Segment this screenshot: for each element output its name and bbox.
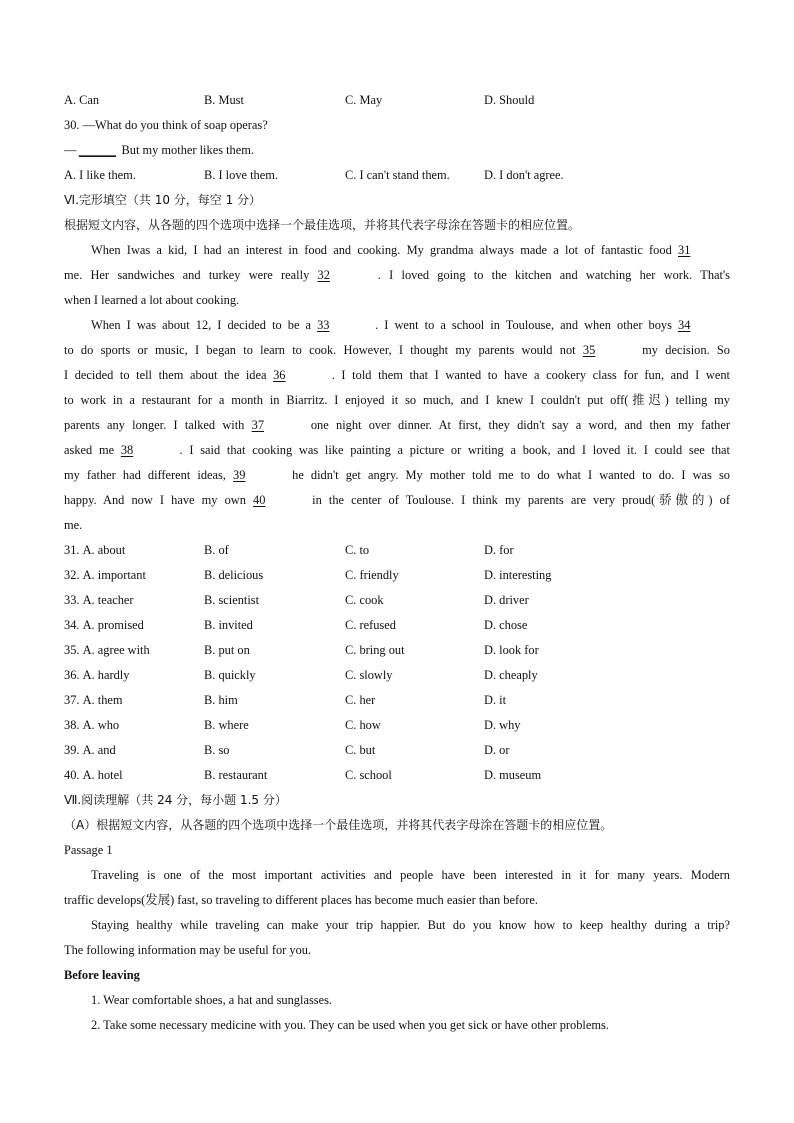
question-number: 39. (64, 743, 80, 757)
cloze-text: when I learned a lot about cooking. (64, 293, 240, 307)
option-text: A. hotel (82, 768, 123, 782)
reading-line: traffic develops(发展) fast, so traveling to different places has become much easier than before. (64, 893, 538, 907)
option-text: C. refused (345, 618, 396, 632)
option-text: A. agree with (82, 643, 150, 657)
q29-option-d: D. Should (484, 93, 535, 107)
cloze-text: to work in a restaurant for a month in Biarritz. I enjoyed it so much, and I knew I couldn't put off(推迟) telling my (64, 393, 730, 407)
cloze-line (64, 338, 730, 363)
cloze-option (345, 588, 484, 613)
cloze-option (484, 663, 604, 688)
cloze-option (345, 638, 484, 663)
cloze-passage (64, 238, 730, 538)
option-text: C. cook (345, 593, 384, 607)
q30-option-a: A. I like them. (64, 168, 136, 182)
cloze-option (345, 613, 484, 638)
reading-line: Staying healthy while traveling can make your trip happier. But do you know how to keep healthy during a trip? (91, 918, 730, 932)
reading-passage (64, 863, 730, 963)
option-text: D. it (484, 693, 507, 707)
option-text: B. put on (204, 643, 250, 657)
cloze-option (204, 663, 345, 688)
question-number: 31. (64, 543, 80, 557)
cloze-text: me. (64, 518, 83, 532)
cloze-option (64, 713, 204, 738)
section7-instruction: （A）根据短文内容，从各题的四个选项中选择一个最佳选项，并将其代表字母涂在答题卡的相应位置。 (64, 818, 613, 832)
cloze-blank: 32 (317, 268, 330, 282)
cloze-option (484, 688, 604, 713)
option-text: B. invited (204, 618, 253, 632)
cloze-option (345, 538, 484, 563)
cloze-blank: 35 (582, 343, 596, 357)
cloze-blank: 34 (678, 318, 691, 332)
cloze-line (64, 313, 730, 338)
cloze-line (64, 488, 730, 513)
cloze-option (64, 663, 204, 688)
option-text: B. of (204, 543, 229, 557)
option-text: B. delicious (204, 568, 264, 582)
cloze-blank: 40 (253, 493, 266, 507)
cloze-line (64, 463, 730, 488)
cloze-text: . I said that cooking was like painting a picture or writing a book, and I loved it. I could see that (172, 443, 730, 457)
cloze-option (64, 538, 204, 563)
cloze-option (484, 613, 604, 638)
cloze-blank: 36 (273, 368, 286, 382)
section7-heading: Ⅶ.阅读理解（共 24 分，每小题 1.5 分） (64, 793, 287, 807)
q30-answer-suffix: But my mother likes them. (118, 143, 254, 157)
cloze-text: When Iwas a kid, I had an interest in food and cooking. My grandma always made a lot of fantastic food (91, 243, 678, 257)
option-text: C. how (345, 718, 381, 732)
cloze-option (64, 688, 204, 713)
cloze-text: my decision. So (634, 343, 730, 357)
cloze-option (345, 713, 484, 738)
cloze-line (64, 263, 730, 288)
before-leaving-heading: Before leaving (64, 968, 140, 982)
passage-title: Passage 1 (64, 843, 113, 857)
cloze-text: . I told them that I wanted to have a cookery class for fun, and I went (325, 368, 730, 382)
cloze-option (204, 588, 345, 613)
question-number: 37. (64, 693, 80, 707)
cloze-question-row (64, 738, 730, 763)
cloze-option (204, 563, 345, 588)
q29-options (64, 88, 730, 113)
cloze-option (204, 613, 345, 638)
option-text: C. her (345, 693, 376, 707)
cloze-question-row (64, 688, 730, 713)
option-text: A. about (82, 543, 126, 557)
cloze-option (64, 763, 204, 788)
option-text: C. slowly (345, 668, 393, 682)
cloze-question-row (64, 663, 730, 688)
cloze-line (64, 513, 730, 538)
cloze-option (484, 738, 604, 763)
cloze-question-row (64, 588, 730, 613)
cloze-option (204, 538, 345, 563)
q29-option-b: B. Must (204, 93, 244, 107)
q30-answer-line (64, 138, 730, 163)
cloze-option (64, 588, 204, 613)
option-text: D. or (484, 743, 510, 757)
exam-page (64, 88, 730, 1038)
cloze-line (64, 388, 730, 413)
cloze-line (64, 288, 730, 313)
option-text: D. museum (484, 768, 542, 782)
cloze-question-row (64, 538, 730, 563)
q30-option-c: C. I can't stand them. (345, 168, 450, 182)
cloze-line (64, 238, 730, 263)
question-number: 36. (64, 668, 80, 682)
option-text: B. him (204, 693, 238, 707)
cloze-option (204, 763, 345, 788)
option-text: C. bring out (345, 643, 405, 657)
option-text: D. driver (484, 593, 529, 607)
question-number: 38. (64, 718, 80, 732)
cloze-option (204, 713, 345, 738)
cloze-text: he didn't get angry. My mother told me to do what I wanted to do. I was so (285, 468, 730, 482)
reading-line: Traveling is one of the most important activities and people have been interested in it for many years. Modern (91, 868, 730, 882)
cloze-text: one night over dinner. At first, they didn't say a word, and then my father (303, 418, 731, 432)
cloze-option (64, 613, 204, 638)
cloze-text: . I loved going to the kitchen and watching her work. That's (369, 268, 731, 282)
cloze-blank: 38 (120, 443, 134, 457)
cloze-text: me. Her sandwiches and turkey were really (64, 268, 318, 282)
reading-line: The following information may be useful for you. (64, 943, 312, 957)
cloze-option (345, 763, 484, 788)
question-number: 40. (64, 768, 80, 782)
cloze-option (204, 738, 345, 763)
cloze-option (484, 588, 604, 613)
cloze-option (204, 638, 345, 663)
option-text: A. who (82, 718, 120, 732)
cloze-option (345, 663, 484, 688)
q30-answer-prefix: — (64, 143, 77, 157)
option-text: A. promised (82, 618, 144, 632)
option-text: B. scientist (204, 593, 260, 607)
cloze-option (484, 563, 604, 588)
option-text: C. friendly (345, 568, 399, 582)
option-text: D. why (484, 718, 521, 732)
cloze-option (345, 738, 484, 763)
cloze-option (345, 563, 484, 588)
section6-instruction: 根据短文内容，从各题的四个选项中选择一个最佳选项，并将其代表字母涂在答题卡的相应位置。 (64, 218, 581, 232)
question-number: 32. (64, 568, 80, 582)
cloze-blank: 31 (678, 243, 691, 257)
option-text: D. interesting (484, 568, 552, 582)
cloze-questions (64, 538, 730, 788)
option-text: D. cheaply (484, 668, 538, 682)
q29-option-a: A. Can (64, 93, 100, 107)
cloze-option (484, 713, 604, 738)
option-text: C. to (345, 543, 370, 557)
q29-option-c: C. May (345, 93, 383, 107)
cloze-option (204, 688, 345, 713)
cloze-question-row (64, 763, 730, 788)
q30-question: 30. —What do you think of soap operas? (64, 118, 268, 132)
cloze-question-row (64, 613, 730, 638)
section6-heading: Ⅵ.完形填空（共 10 分，每空 1 分） (64, 193, 262, 207)
cloze-line (64, 438, 730, 463)
cloze-text: asked me (64, 443, 121, 457)
cloze-option (484, 638, 604, 663)
question-number: 33. (64, 593, 80, 607)
cloze-line (64, 413, 730, 438)
cloze-option (484, 538, 604, 563)
cloze-blank: 33 (317, 318, 330, 332)
option-text: D. for (484, 543, 514, 557)
cloze-line (64, 363, 730, 388)
cloze-option (345, 688, 484, 713)
option-text: A. and (82, 743, 116, 757)
option-text: D. look for (484, 643, 539, 657)
question-number: 34. (64, 618, 80, 632)
option-text: C. but (345, 743, 376, 757)
cloze-option (64, 738, 204, 763)
cloze-blank: 37 (251, 418, 265, 432)
option-text: A. hardly (82, 668, 130, 682)
cloze-text: I decided to tell them about the idea (64, 368, 274, 382)
tip-item-2: 2. Take some necessary medicine with you. They can be used when you get sick or have other problems. (91, 1018, 609, 1032)
cloze-question-row (64, 713, 730, 738)
cloze-question-row (64, 638, 730, 663)
cloze-blank: 39 (233, 468, 246, 482)
option-text: B. quickly (204, 668, 256, 682)
cloze-question-row (64, 563, 730, 588)
cloze-text: . I went to a school in Toulouse, and when other boys (369, 318, 678, 332)
cloze-text: happy. And now I have my own (64, 493, 254, 507)
option-text: B. restaurant (204, 768, 268, 782)
cloze-text: in the center of Toulouse. I think my parents are very proud(骄傲的) of (305, 493, 730, 507)
option-text: A. important (82, 568, 146, 582)
q30-options (64, 163, 730, 188)
option-text: B. where (204, 718, 249, 732)
option-text: A. teacher (82, 593, 134, 607)
q30-option-d: D. I don't agree. (484, 168, 564, 182)
cloze-text: my father had different ideas, (64, 468, 234, 482)
q30-option-b: B. I love them. (204, 168, 278, 182)
cloze-text: to do sports or music, I began to learn to cook. However, I thought my parents would not (64, 343, 583, 357)
option-text: B. so (204, 743, 230, 757)
option-text: A. them (82, 693, 123, 707)
question-number: 35. (64, 643, 80, 657)
cloze-option (64, 563, 204, 588)
cloze-option (484, 763, 604, 788)
cloze-text: When I was about 12, I decided to be a (91, 318, 318, 332)
option-text: C. school (345, 768, 392, 782)
cloze-option (64, 638, 204, 663)
cloze-text: parents any longer. I talked with (64, 418, 252, 432)
tip-item-1: 1. Wear comfortable shoes, a hat and sunglasses. (91, 993, 333, 1007)
q30-answer-blank: ______ (78, 143, 116, 157)
option-text: D. chose (484, 618, 528, 632)
